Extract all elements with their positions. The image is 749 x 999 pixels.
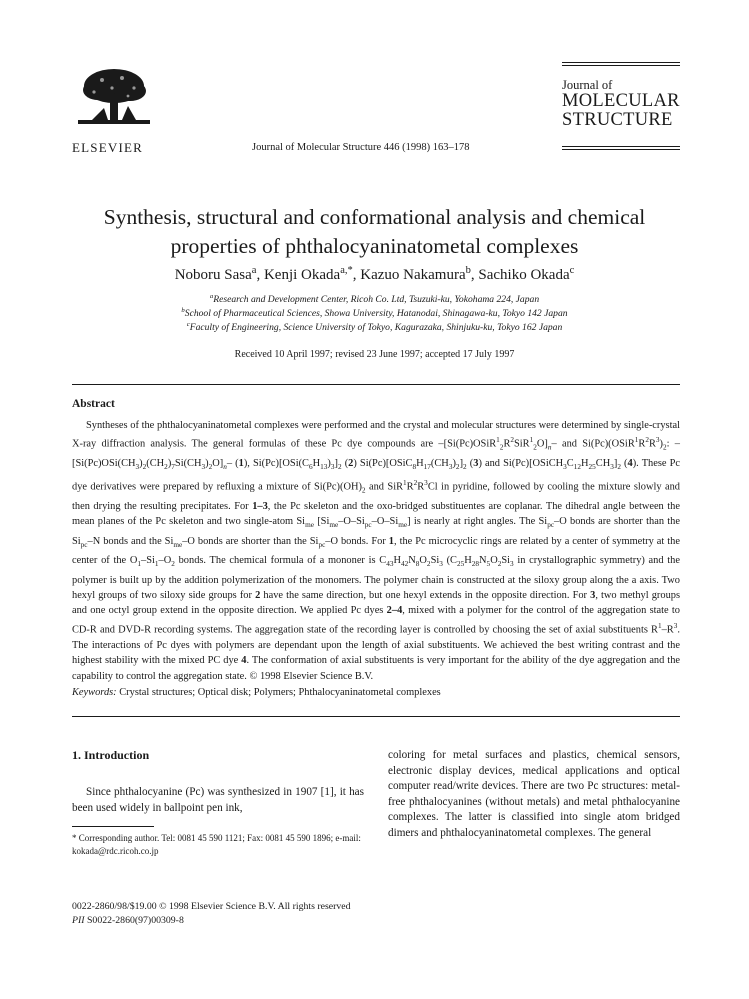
author-mark: a,* — [340, 265, 353, 276]
section-heading: 1. Introduction — [72, 748, 150, 762]
publisher-name: ELSEVIER — [72, 140, 143, 155]
article-title-line2: properties of phthalocyaninatometal complexes — [170, 234, 579, 258]
affiliation-mark: c — [186, 321, 190, 328]
author-mark: c — [569, 265, 575, 276]
corresponding-author-footnote: * Corresponding author. Tel: 0081 45 590 1121; Fax: 0081 45 590 1896; e-mail: kokada@rdc.ricoh.co.jp — [72, 833, 361, 856]
journal-prefix: Journal of — [562, 78, 613, 92]
affiliation-c — [60, 321, 689, 333]
author-list: Noboru Sasa$^a$, Kenji Okada$^{a,*}$, Kazuo Nakamura$^b$, Sachiko Okada$^c$ — [174, 265, 575, 283]
affiliation-mark: b — [181, 307, 185, 314]
right-paragraph: coloring for metal surfaces and plastics, chemical sensors, electronic display devices, medical applications and optical computer read/write devices. There are two Pc structures: metal-free phthalocyanines (without metals) and metal phthalocyanine complexes. The latter is classified into single atom bridged dimers and phthalocyaninatometal complexes. The general — [388, 749, 680, 839]
affiliation-mark: a — [209, 293, 214, 300]
elsevier-tree-logo-icon — [72, 66, 156, 130]
pii-line — [72, 914, 351, 928]
pii-value: S0022-2860(97)00309-8 — [86, 915, 184, 926]
author-name: Kenji Okada — [263, 267, 341, 283]
keywords-label: Keywords: — [72, 687, 117, 698]
author-name: Sachiko Okada — [478, 267, 570, 283]
left-paragraph: Since phthalocyanine (Pc) was synthesized in 1907 [1], it has been used widely in ballpoint pen ink, — [72, 786, 364, 814]
footnote-rule — [72, 826, 154, 827]
affiliation-a — [60, 293, 689, 305]
journal-masthead — [562, 62, 680, 150]
author-mark: a — [251, 265, 257, 276]
article-title — [60, 203, 689, 261]
journal-name-line1: MOLECULAR — [562, 91, 680, 111]
abstract-heading: Abstract — [72, 398, 115, 410]
journal-citation: Journal of Molecular Structure 446 (1998) 163–178 — [252, 142, 470, 153]
masthead-top-rule — [562, 62, 680, 66]
keywords-text: Crystal structures; Optical disk; Polymers; Phthalocyaninatometal complexes — [119, 687, 441, 698]
article-title-line1: Synthesis, structural and conformational analysis and chemical — [103, 205, 646, 229]
affiliation-text: Research and Development Center, Ricoh Co. Ltd, Tsuzuki-ku, Yokohama 224, Japan — [213, 294, 540, 306]
author-mark: b — [465, 265, 471, 276]
author-name: Kazuo Nakamura — [360, 267, 466, 283]
left-column — [72, 748, 364, 816]
affiliation-text: Faculty of Engineering, Science University of Tokyo, Kagurazaka, Shinjuku-ku, Tokyo 162 Japan — [189, 322, 563, 334]
copyright-block — [72, 900, 351, 928]
copyright-line: 0022-2860/98/$19.00 © 1998 Elsevier Science B.V. All rights reserved — [72, 901, 351, 912]
keywords-line — [72, 687, 680, 698]
right-column — [388, 748, 680, 842]
affiliation-b — [60, 307, 689, 319]
abstract-top-rule — [72, 384, 680, 385]
journal-name-line2: STRUCTURE — [562, 110, 673, 130]
affiliation-text: School of Pharmaceutical Sciences, Showa University, Hatanodai, Shinagawa-ku, Tokyo 142 Japan — [184, 308, 568, 320]
author-name: Noboru Sasa — [174, 267, 252, 283]
abstract-text: Syntheses of the phthalocyaninatometal complexes were performed and the crystal and molecular structures were determined by single-crystal X-ray diffraction analysis. The general formulas of these Pc dye compounds are $-[Si(Pc)OSiR^1_2R^2SiR^1_2O]_n-$ and $Si(Pc)(OSiR^1R^2R^3)_2$: $-[Si(Pc)OSi(CH_3)_2(CH_2)_7Si(CH_3)_2O]_n-$ (1), $Si(Pc)[OSi(C_6H_{13})_3]_2$ (2) $Si(Pc)[OSiC_8H_{17}(CH_3)_2]_2$ (3) and $Si(Pc)[OSiCH_3C_{12}H_{25}CH_3]_2$ (4). These Pc dye derivatives were prepared by refluxing a mixture of $Si(Pc)(OH)_2$ and $SiR^1R^2R^3Cl$ in pyridine, followed by cooling the mixture slowly and then drying the resulting precipitates. For 1–3, the Pc skeleton and the oxo-bridged substituentes are coplanar. The dihedral angle between the mean planes of the Pc skeleton and two single-atom $Si_{me}$ $[Si_{me}-O-Si_{pc}-O-Si_{me}]$ is nearly at right angles. The $Si_{pc}-O$ bonds are shorter than the $Si_{pc}-N$ bonds and the $Si_{me}-O$ bonds are shorter than the $Si_{pc}-O$ bonds. For 1, the Pc microcyclic rings are related by a center of symmetry at the center of the $O_1-Si_1-O_2$ bonds. The chemical formula of a mononer is $C_{43}H_{42}N_8O_2Si_3$ ($C_{25}H_{28}N_5O_2Si_3$ in crystallographic symmetry) and the polymer is built up by the addition polymerization of the monomers. The polymer chain is constructed at the siloxy group along the a axis. Two hexyl groups of two siloxy side groups for 2 have the same direction, but one hexyl extends in the opposite direction. For 3, two methyl groups and one octyl group extend in the opposite direction. We applied Pc dyes 2–4, mixed with a polymer for the control of the aggregation state to CD-R and DVD-R recording systems. The aggregation state of the recording layer is controlled by choosing the set of axial substituents $R^1-R^3$. The interactions of Pc dyes with polymers are dependant upon the length of axial substituents. We achieved the best writing contrast and the highest stability with the mixed PC dye 4. The conformation of axial substituents is very important for the ability of the dye aggregation and the capability to control the aggregation state. © 1998 Elsevier Science B.V. — [72, 420, 681, 682]
received-dates: Received 10 April 1997; revised 23 June 1997; accepted 17 July 1997 — [234, 349, 515, 360]
abstract-body — [72, 418, 680, 684]
pii-label: PII — [72, 915, 85, 926]
abstract-bottom-rule — [72, 716, 680, 717]
masthead-bottom-rule — [562, 146, 680, 150]
